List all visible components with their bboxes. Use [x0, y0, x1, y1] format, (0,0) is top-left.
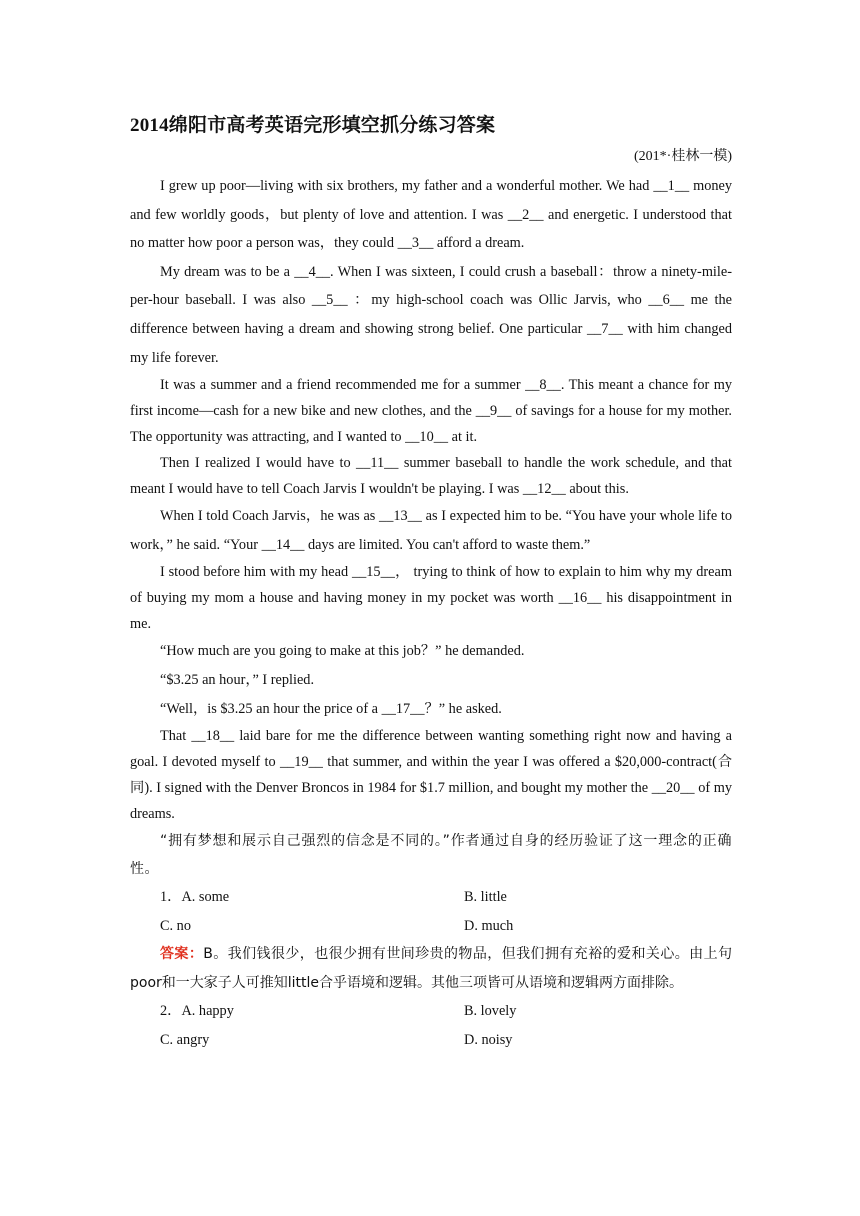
passage-paragraph-9: “Well，is $3.25 an hour the price of a __17__？” he asked.	[160, 700, 502, 717]
passage-paragraph-4: Then I realized I would have to __11__ summer baseball to handle the work schedule, and that meant I would have to tell Coach Jarvis I wouldn't be playing. I was __12__ about this.	[130, 455, 732, 498]
option-a: 2．A. happy	[160, 1003, 234, 1020]
passage-paragraph-5: When I told Coach Jarvis，he was as __13__ as I expected him to be. “You have your whole life to work，” he said. “Your __14__ days are limited. You can't afford to waste them.”	[130, 508, 732, 553]
passage-paragraph-8: “$3.25 an hour，” I replied.	[160, 671, 315, 688]
answer-1	[130, 940, 732, 997]
passage-paragraph-3: It was a summer and a friend recommended me for a summer __8__. This meant a chance for my first income—cash for a new bike and new clothes, and the __9__ of savings for a house for my mother. The opportunity was attracting, and I wanted to __10__ at it.	[130, 377, 732, 446]
option-d: D. much	[464, 917, 514, 934]
passage-paragraph-6: I stood before him with my head __15__， trying to think of how to explain to him why my dream of buying my mom a house and having money in my pocket was worth __16__ his disappointment in me.	[130, 564, 732, 633]
passage-paragraph-2: My dream was to be a __4__. When I was sixteen, I could crush a baseball：throw a ninety-mile-per-hour baseball. I was also __5__ ：my high-school coach was Ollic Jarvis, who __6__ me the difference between having a dream and showing strong belief. One particular __7__ with him changed my life forever.	[130, 263, 732, 366]
option-c: C. no	[160, 917, 191, 934]
question-1-options	[130, 883, 732, 940]
answer-label: 答案：	[160, 946, 204, 963]
answer-text: B。我们钱很少，也很少拥有世间珍贵的物品，但我们拥有充裕的爱和关心。由上句poor和一大家子人可推知little合乎语境和逻辑。其他三项皆可从语境和逻辑两方面排除。	[130, 946, 732, 991]
option-c: C. angry	[160, 1031, 210, 1048]
passage-paragraph-7: “How much are you going to make at this job？” he demanded.	[160, 643, 525, 660]
option-d: D. noisy	[464, 1031, 513, 1048]
passage-paragraph-10: That __18__ laid bare for me the difference between wanting something right now and having a goal. I devoted myself to __19__ that summer, and within the year I was offered a $20,000-contract(合同). I signed with the Denver Broncos in 1984 for $1.7 million, and bought my mother the __20__ of my dreams.	[130, 728, 732, 823]
question-2-options	[130, 997, 732, 1054]
option-b: B. little	[464, 889, 507, 906]
document-title: 2014绵阳市高考英语完形填空抓分练习答案	[130, 115, 496, 136]
document-page	[130, 112, 732, 1054]
option-b: B. lovely	[464, 1003, 517, 1020]
option-a: 1．A. some	[160, 889, 230, 906]
passage-summary: “拥有梦想和展示自己强烈的信念是不同的。”作者通过自身的经历验证了这一理念的正确性。	[130, 833, 732, 878]
passage-paragraph-1: I grew up poor—living with six brothers, my father and a wonderful mother. We had __1__ money and few worldly goods，but plenty of love and attention. I was __2__ and energetic. I understood that no matter how poor a person was，they could __3__ afford a dream.	[130, 178, 732, 252]
source-note: (201*·桂林一模)	[634, 149, 732, 164]
